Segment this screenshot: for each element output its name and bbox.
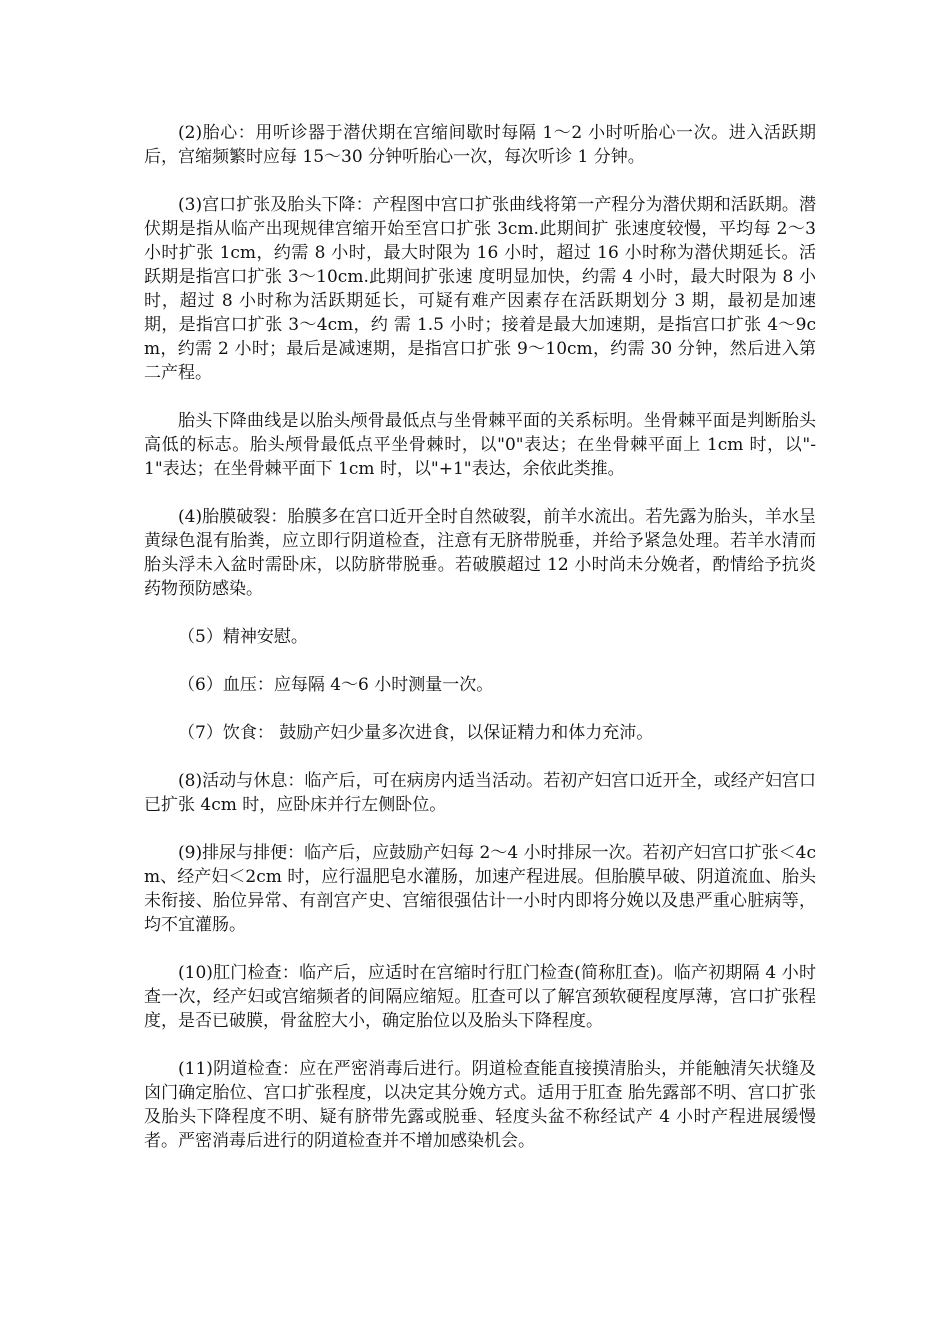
paragraph-urination-defecation: (9)排尿与排便：临产后，应鼓励产妇每 2～4 小时排尿一次。若初产妇宫口扩张＜4cm、经产妇＜2cm 时，应行温肥皂水灌肠，加速产程进展。但胎膜早破、阴道流血、胎头未衔接、胎位异常、有剖宫产史、宫缩很强估计一小时内即将分娩以及患严重心脏病等，均不宜灌肠。 (144, 843, 816, 935)
paragraph-vaginal-exam: (11)阴道检查：应在严密消毒后进行。阴道检查能直接摸清胎头，并能触清矢状缝及囟门确定胎位、宫口扩张程度，以决定其分娩方式。适用于肛查 胎先露部不明、宫口扩张及胎头下降程度不明、疑有脐带先露或脱垂、轻度头盆不称经试产 4 小时产程进展缓慢者。严密消毒后进行的阴道检查并不增加感染机会。 (144, 1059, 816, 1151)
paragraph-diet: （7）饮食： 鼓励产妇少量多次进食，以保证精力和体力充沛。 (178, 723, 654, 743)
paragraph-cervical-dilation: (3)宫口扩张及胎头下降：产程图中宫口扩张曲线将第一产程分为潜伏期和活跃期。潜伏期是指从临产出现规律宫缩开始至宫口扩张 3cm.此期间扩 张速度较慢，平均每 2～3 小时扩张 1cm，约需 8 小时，最大时限为 16 小时，超过 16 小时称为潜伏期延长。活跃期是指宫口扩张 3～10cm.此期间扩张速 度明显加快，约需 4 小时，最大时限为 8 小时，超过 8 小时称为活跃期延长，可疑有难产因素存在活跃期划分 3 期，最初是加速期，是指宫口扩张 3～4cm，约 需 1.5 小时；接着是最大加速期，是指宫口扩张 4～9cm，约需 2 小时；最后是减速期，是指宫口扩张 9～10cm，约需 30 分钟，然后进入第二产程。 (144, 195, 816, 383)
paragraph-rectal-exam: (10)肛门检查：临产后，应适时在宫缩时行肛门检查(简称肛查)。临产初期隔 4 小时查一次，经产妇或宫缩频者的间隔应缩短。肛查可以了解宫颈软硬程度厚薄，宫口扩张程度，是否已破膜，骨盆腔大小，确定胎位以及胎头下降程度。 (144, 963, 816, 1031)
paragraph-fetal-heart: (2)胎心：用听诊器于潜伏期在宫缩间歇时每隔 1～2 小时听胎心一次。进入活跃期后，宫缩频繁时应每 15～30 分钟听胎心一次，每次听诊 1 分钟。 (144, 123, 816, 167)
paragraph-activity-rest: (8)活动与休息：临产后，可在病房内适当活动。若初产妇宫口近开全，或经产妇宫口已扩张 4cm 时，应卧床并行左侧卧位。 (144, 771, 816, 815)
document-body (144, 121, 816, 1177)
paragraph-head-descent-curve: 胎头下降曲线是以胎头颅骨最低点与坐骨棘平面的关系标明。坐骨棘平面是判断胎头高低的标志。胎头颅骨最低点平坐骨棘时，以"0"表达；在坐骨棘平面上 1cm 时，以"-1"表达；在坐骨棘平面下 1cm 时，以"+1"表达，余依此类推。 (144, 411, 816, 479)
paragraph-blood-pressure: （6）血压：应每隔 4～6 小时测量一次。 (178, 675, 494, 695)
paragraph-membrane-rupture: (4)胎膜破裂：胎膜多在宫口近开全时自然破裂，前羊水流出。若先露为胎头，羊水呈黄绿色混有胎粪，应立即行阴道检查，注意有无脐带脱垂，并给予紧急处理。若羊水清而胎头浮未入盆时需卧床，以防脐带脱垂。若破膜超过 12 小时尚未分娩者，酌情给予抗炎药物预防感染。 (144, 507, 816, 599)
paragraph-mental-comfort: （5）精神安慰。 (178, 627, 308, 647)
